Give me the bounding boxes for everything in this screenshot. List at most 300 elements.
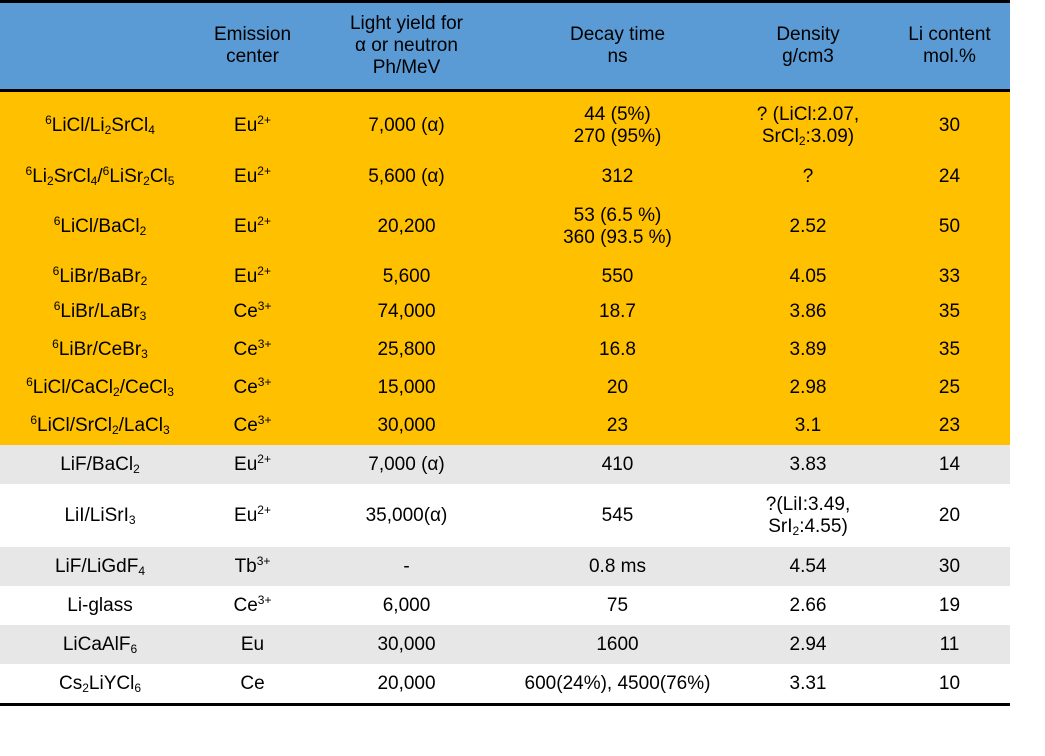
text-run: 5,600 — [382, 265, 431, 287]
text-run: Eu — [240, 633, 265, 655]
cell-light-yield — [305, 331, 508, 369]
cell-light-yield — [305, 90, 508, 161]
table-row — [0, 547, 1010, 586]
cell-line — [727, 266, 889, 288]
subscript: 4 — [138, 563, 146, 578]
cell-line — [305, 415, 508, 437]
header-line: Emission — [213, 23, 292, 45]
subscript: 3 — [167, 385, 174, 399]
table-row — [0, 484, 1010, 547]
cell-line — [0, 415, 200, 437]
text-run: 312 — [601, 165, 634, 187]
text-run: LiF/LiGdF — [54, 555, 139, 577]
cell-emission-center — [200, 90, 305, 161]
cell-light-yield — [305, 161, 508, 192]
table-header — [0, 3, 1010, 90]
cell-line — [508, 339, 727, 361]
superscript: 3+ — [257, 298, 272, 313]
cell-line — [200, 213, 305, 238]
cell-li-content — [889, 484, 1010, 547]
cell-li-content — [889, 369, 1010, 407]
text-run: 35,000(α) — [365, 504, 448, 526]
text-run: 10 — [938, 672, 961, 694]
header-line: mol.% — [923, 45, 976, 67]
cell-light-yield — [305, 664, 508, 703]
cell-line — [0, 454, 200, 476]
table-row — [0, 90, 1010, 161]
cell-light-yield — [305, 407, 508, 445]
cell-line — [727, 216, 889, 238]
cell-material — [0, 192, 200, 261]
text-run: Eu — [234, 265, 258, 287]
superscript: 6 — [53, 213, 61, 228]
cell-line — [305, 339, 508, 361]
cell-line — [0, 634, 200, 656]
cell-line — [727, 454, 889, 476]
cell-line — [200, 163, 305, 188]
cell-line — [889, 166, 1010, 188]
superscript: 6 — [52, 337, 59, 351]
cell-decay-time — [508, 445, 727, 484]
cell-density — [727, 161, 889, 192]
cell-line — [305, 595, 508, 617]
cell-line — [200, 415, 305, 437]
subscript: 2 — [82, 680, 89, 695]
text-run: ? (LiCl:2.07, — [756, 104, 860, 126]
cell-line — [889, 634, 1010, 656]
cell-li-content — [889, 292, 1010, 331]
cell-line — [0, 213, 200, 238]
superscript: 2+ — [257, 163, 271, 178]
header-line: Density — [776, 23, 840, 45]
subscript: 6 — [130, 641, 138, 656]
cell-emission-center — [200, 445, 305, 484]
text-run: 11 — [939, 633, 960, 655]
cell-decay-time — [508, 292, 727, 331]
text-run: 19 — [938, 594, 961, 616]
cell-emission-center — [200, 407, 305, 445]
cell-line — [200, 502, 305, 527]
cell-decay-time — [508, 407, 727, 445]
cell-line — [508, 673, 727, 695]
text-run: 25,800 — [377, 339, 436, 360]
text-run: 16.8 — [599, 339, 636, 360]
cell-emission-center — [200, 369, 305, 407]
header-line: center — [226, 45, 279, 67]
cell-line — [889, 556, 1010, 578]
cell-density — [727, 292, 889, 331]
cell-material — [0, 547, 200, 586]
cell-line — [200, 298, 305, 323]
text-run: SrI — [768, 515, 793, 537]
subscript: 2 — [798, 134, 806, 149]
header-density — [727, 3, 889, 90]
text-run: 30 — [938, 115, 961, 137]
superscript: 6 — [53, 298, 61, 313]
text-run: 7,000 (α) — [368, 115, 445, 137]
cell-line — [508, 166, 727, 188]
cell-line — [200, 553, 305, 578]
cell-material — [0, 292, 200, 331]
cell-material — [0, 445, 200, 484]
cell-line — [305, 556, 508, 578]
cell-light-yield — [305, 261, 508, 292]
subscript: 2 — [47, 173, 54, 188]
text-run: 2.98 — [789, 377, 827, 398]
cell-decay-time — [508, 369, 727, 407]
text-run: 15,000 — [377, 377, 436, 398]
text-run: 14 — [938, 453, 961, 475]
text-run: 23 — [606, 415, 629, 436]
cell-line — [727, 595, 889, 617]
text-run: 2.94 — [789, 633, 827, 655]
cell-decay-time — [508, 161, 727, 192]
cell-line — [0, 673, 200, 695]
table-bottom-rule — [0, 703, 1010, 706]
text-run: ? — [802, 165, 814, 187]
header-emission-center — [200, 3, 305, 90]
text-run: Eu — [234, 453, 258, 475]
text-run: 35 — [938, 300, 961, 322]
cell-emission-center — [200, 331, 305, 369]
cell-emission-center — [200, 625, 305, 664]
cell-line — [508, 556, 727, 578]
cell-light-yield — [305, 369, 508, 407]
table-row — [0, 586, 1010, 625]
text-run: 35 — [938, 339, 961, 360]
data-table — [0, 3, 1010, 703]
cell-line — [727, 556, 889, 578]
cell-line — [0, 339, 200, 361]
cell-density — [727, 445, 889, 484]
cell-density — [727, 484, 889, 547]
cell-emission-center — [200, 484, 305, 547]
cell-line — [305, 266, 508, 288]
cell-decay-time — [508, 331, 727, 369]
cell-line — [0, 298, 200, 323]
cell-material — [0, 586, 200, 625]
header-decay-time — [508, 3, 727, 90]
text-run: Eu — [234, 504, 258, 526]
text-run: 600(24%), 4500(76%) — [524, 672, 711, 694]
cell-line — [200, 451, 305, 476]
cell-density — [727, 586, 889, 625]
cell-line — [305, 301, 508, 323]
text-run: 6,000 — [382, 594, 431, 616]
text-run: 545 — [601, 504, 634, 526]
cell-line — [508, 415, 727, 437]
cell-decay-time — [508, 90, 727, 161]
subscript: 2 — [139, 223, 147, 238]
text-run: 3.83 — [789, 453, 827, 475]
subscript: 4 — [90, 173, 98, 188]
superscript: 3+ — [257, 592, 272, 607]
superscript: 6 — [52, 263, 60, 278]
cell-line — [727, 673, 889, 695]
cell-light-yield — [305, 292, 508, 331]
subscript: 3 — [141, 347, 148, 361]
cell-li-content — [889, 547, 1010, 586]
subscript: 5 — [167, 173, 175, 188]
cell-line — [889, 595, 1010, 617]
text-run: - — [403, 555, 410, 577]
text-run: Ce — [233, 300, 258, 322]
text-run: 53 (6.5 %) — [573, 204, 662, 226]
header-line: Li content — [908, 23, 991, 45]
text-run: LiF/BaCl — [60, 453, 134, 475]
cell-line — [727, 377, 889, 399]
cell-density — [727, 407, 889, 445]
cell-line — [0, 556, 200, 578]
table-row — [0, 261, 1010, 292]
cell-line — [727, 126, 889, 148]
header-line: Ph/MeV — [372, 56, 441, 78]
text-run: :3.09) — [805, 126, 855, 148]
superscript: 3+ — [257, 375, 272, 389]
text-run: Ce — [233, 594, 258, 616]
text-run: / — [97, 165, 103, 187]
superscript: 3+ — [256, 553, 271, 568]
cell-line — [508, 377, 727, 399]
cell-line — [305, 454, 508, 476]
cell-light-yield — [305, 625, 508, 664]
text-run: 50 — [938, 215, 961, 237]
cell-line — [727, 516, 889, 538]
text-run: SrCl — [53, 165, 91, 187]
cell-line — [305, 673, 508, 695]
text-run: LiCaAlF — [62, 633, 131, 655]
text-run: Eu — [234, 215, 258, 237]
cell-emission-center — [200, 664, 305, 703]
cell-line — [200, 673, 305, 695]
cell-line — [508, 634, 727, 656]
cell-material — [0, 369, 200, 407]
table-row — [0, 445, 1010, 484]
text-run: 3.86 — [789, 300, 827, 322]
cell-line — [200, 634, 305, 656]
cell-material — [0, 407, 200, 445]
text-run: 3.31 — [789, 672, 827, 694]
cell-line — [305, 377, 508, 399]
cell-li-content — [889, 331, 1010, 369]
text-run: LiBr/BaBr — [59, 265, 141, 287]
text-run: 25 — [938, 377, 961, 398]
text-run: LiBr/CeBr — [58, 339, 142, 360]
text-run: 74,000 — [377, 300, 436, 322]
text-run: 5,600 (α) — [368, 165, 445, 187]
cell-li-content — [889, 407, 1010, 445]
subscript: 3 — [139, 308, 147, 323]
text-run: 3.89 — [789, 339, 827, 360]
cell-line — [508, 126, 727, 148]
text-run: 44 (5%) — [584, 104, 651, 126]
cell-decay-time — [508, 547, 727, 586]
cell-li-content — [889, 664, 1010, 703]
text-run: LiCl/BaCl — [60, 215, 140, 237]
cell-emission-center — [200, 261, 305, 292]
superscript: 2+ — [257, 502, 271, 517]
cell-li-content — [889, 192, 1010, 261]
text-run: Ce — [233, 377, 258, 398]
text-run: 270 (95%) — [573, 126, 662, 148]
cell-light-yield — [305, 484, 508, 547]
cell-decay-time — [508, 261, 727, 292]
cell-decay-time — [508, 625, 727, 664]
cell-line — [727, 634, 889, 656]
superscript: 6 — [102, 163, 110, 178]
text-run: :4.55) — [799, 515, 848, 537]
text-run: Eu — [234, 165, 258, 187]
cell-li-content — [889, 161, 1010, 192]
subscript: 2 — [111, 423, 119, 437]
cell-emission-center — [200, 161, 305, 192]
table-body — [0, 90, 1010, 703]
text-run: ?(LiI:3.49, — [765, 493, 851, 515]
cell-density — [727, 369, 889, 407]
text-run: 2.66 — [789, 594, 827, 616]
subscript: 2 — [133, 461, 140, 476]
table-row — [0, 369, 1010, 407]
cell-line — [200, 339, 305, 361]
cell-decay-time — [508, 664, 727, 703]
cell-material — [0, 161, 200, 192]
cell-line — [889, 266, 1010, 288]
cell-light-yield — [305, 547, 508, 586]
text-run: 20,000 — [377, 672, 436, 694]
cell-line — [889, 454, 1010, 476]
text-run: 410 — [601, 453, 634, 475]
cell-emission-center — [200, 192, 305, 261]
header-line: ns — [607, 45, 628, 67]
superscript: 3+ — [257, 413, 272, 427]
header-line: Light yield for — [349, 12, 463, 34]
cell-line — [0, 505, 200, 527]
cell-line — [0, 377, 200, 399]
text-run: 30 — [938, 555, 961, 577]
cell-li-content — [889, 586, 1010, 625]
text-run: 360 (93.5 %) — [563, 226, 672, 248]
cell-line — [200, 115, 305, 137]
cell-li-content — [889, 261, 1010, 292]
text-run: Li — [32, 165, 48, 187]
cell-line — [508, 595, 727, 617]
cell-line — [508, 104, 727, 126]
cell-line — [0, 115, 200, 137]
text-run: LiYCl — [88, 672, 135, 694]
cell-line — [508, 266, 727, 288]
table-row — [0, 407, 1010, 445]
cell-line — [508, 205, 727, 227]
cell-li-content — [889, 625, 1010, 664]
text-run: /LaCl — [118, 415, 163, 436]
cell-emission-center — [200, 292, 305, 331]
cell-line — [0, 263, 200, 288]
cell-line — [508, 227, 727, 249]
subscript: 2 — [140, 273, 148, 288]
cell-line — [508, 454, 727, 476]
text-run: Li-glass — [67, 594, 133, 616]
cell-line — [727, 339, 889, 361]
text-run: 4.54 — [789, 555, 827, 577]
cell-line — [889, 115, 1010, 137]
superscript: 2+ — [257, 263, 271, 278]
cell-light-yield — [305, 586, 508, 625]
cell-density — [727, 625, 889, 664]
cell-line — [305, 505, 508, 527]
cell-line — [305, 216, 508, 238]
cell-material — [0, 664, 200, 703]
cell-decay-time — [508, 484, 727, 547]
cell-emission-center — [200, 586, 305, 625]
cell-line — [200, 592, 305, 617]
cell-density — [727, 331, 889, 369]
cell-line — [727, 104, 889, 126]
text-run: LiCl/CaCl — [32, 377, 114, 398]
header-material — [0, 3, 200, 90]
cell-material — [0, 261, 200, 292]
text-run: Ce — [233, 339, 258, 360]
superscript: 6 — [45, 113, 52, 128]
cell-line — [508, 505, 727, 527]
cell-line — [508, 301, 727, 323]
subscript: 3 — [128, 512, 136, 527]
cell-line — [889, 415, 1010, 437]
superscript: 6 — [26, 375, 33, 389]
text-run: Cs — [58, 672, 83, 694]
cell-light-yield — [305, 192, 508, 261]
text-run: /CeCl — [119, 377, 168, 398]
superscript: 2+ — [257, 213, 271, 228]
cell-decay-time — [508, 586, 727, 625]
text-run: LiCl/Li — [51, 115, 105, 137]
cell-line — [727, 166, 889, 188]
text-run: 7,000 (α) — [368, 453, 445, 475]
text-run: 30,000 — [377, 633, 436, 655]
text-run: 1600 — [596, 633, 639, 655]
subscript: 2 — [143, 173, 150, 188]
cell-light-yield — [305, 445, 508, 484]
table-row — [0, 625, 1010, 664]
cell-material — [0, 331, 200, 369]
superscript: 3+ — [257, 337, 272, 351]
cell-line — [200, 377, 305, 399]
subscript: 2 — [104, 123, 112, 138]
header-row — [0, 3, 1010, 90]
text-run: 23 — [938, 415, 961, 436]
text-run: 20 — [938, 504, 961, 526]
header-li-content — [889, 3, 1010, 90]
cell-material — [0, 90, 200, 161]
table-row — [0, 192, 1010, 261]
text-run: 3.1 — [794, 415, 822, 436]
cell-density — [727, 192, 889, 261]
cell-line — [305, 115, 508, 137]
cell-line — [889, 216, 1010, 238]
table-row — [0, 292, 1010, 331]
text-run: 18.7 — [599, 300, 636, 322]
subscript: 3 — [163, 423, 170, 437]
cell-density — [727, 90, 889, 161]
text-run: 550 — [601, 265, 634, 287]
cell-line — [0, 595, 200, 617]
text-run: LiBr/LaBr — [60, 300, 140, 322]
cell-line — [889, 339, 1010, 361]
subscript: 4 — [148, 123, 155, 138]
text-run: 0.8 ms — [588, 555, 647, 577]
text-run: Ce — [233, 415, 258, 436]
cell-emission-center — [200, 547, 305, 586]
cell-line — [0, 163, 200, 188]
